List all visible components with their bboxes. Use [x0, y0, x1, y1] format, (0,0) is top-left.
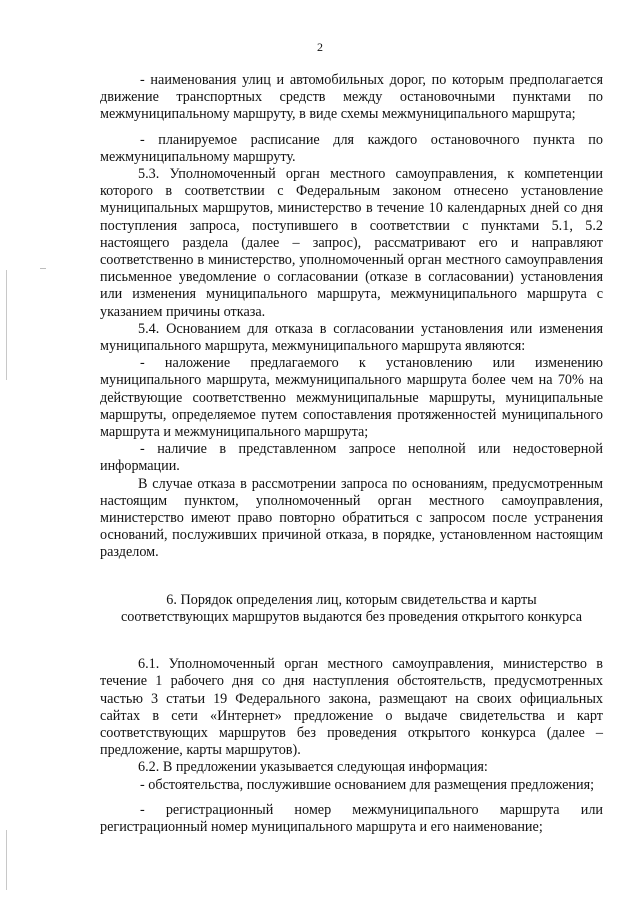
paragraph-refusal-case: В случае отказа в рассмотрении запроса по основаниям, предусмотренным настоящим пунктом, уполномоченный орган местного самоуправления, министерство имеют право повторно обратиться с запросом после устранения оснований, послуживших причиной отказа, в порядке, установленном настоящим разделом. [100, 475, 603, 561]
scan-edge-mark [6, 270, 7, 380]
scan-speck [40, 268, 46, 269]
paragraph-6-2: 6.2. В предложении указывается следующая информация: [138, 759, 488, 776]
paragraph-circumstances: - обстоятельства, послужившие основанием для размещения предложения; [140, 776, 595, 793]
scan-edge-mark [6, 830, 7, 890]
paragraph-5-3: 5.3. Уполномоченный орган местного самоуправления, к компетенции которого в соответствии с Федеральным законом отнесено установление муниципальных маршрутов, министерство в течение 10 календарных дней со дня поступления запроса, поступившего в соответствии с пунктами 5.1, 5.2 настоящего раздела (далее – запрос), рассматривают его и направляют соответственно в министерство, уполномоченный орган местного самоуправления письменное уведомление о согласовании (отказе в согласовании) установления или изменения муниципального маршрута, межмуниципального маршрута с указанием причины отказа. [100, 166, 603, 320]
section-heading-6: 6. Порядок определения лиц, которым свидетельства и карты соответствующих маршрутов выдаются без проведения открытого конкурса [120, 591, 583, 625]
paragraph-registration-number: - регистрационный номер межмуниципального маршрута или регистрационный номер муниципального маршрута и его наименование; [100, 801, 603, 835]
page-number: 2 [317, 40, 323, 54]
paragraph-schedule: - планируемое расписание для каждого остановочного пункта по межмуниципальному маршруту. [100, 131, 603, 165]
paragraph-5-4: 5.4. Основанием для отказа в согласовании установления или изменения муниципального маршрута, межмуниципального маршрута являются: [100, 320, 603, 355]
paragraph-street-names: - наименования улиц и автомобильных дорог, по которым предполагается движение транспортных средств между остановочными пунктами по межмуниципальному маршруту, в виде схемы межмуниципального маршрута; [100, 72, 603, 123]
paragraph-overlap: - наложение предлагаемого к установлению или изменению муниципального маршрута, межмуниципального маршрута более чем на 70% на действующие соответственно межмуниципальные маршруты, муниципальные маршруты, определяемое путем сопоставления протяженностей муниципального маршрута и межмуниципального маршрута; [100, 355, 603, 441]
document-body [100, 72, 603, 836]
paragraph-6-1: 6.1. Уполномоченный орган местного самоуправления, министерство в течение 1 рабочего дня со дня наступления обстоятельств, предусмотренных частью 3 статьи 19 Федерального закона, размещают на своих официальных сайтах в сети «Интернет» предложение о выдаче свидетельства и карт соответствующих маршрутов без проведения открытого конкурса (далее – предложение, карты маршрутов). [100, 656, 603, 759]
paragraph-incomplete-info: - наличие в представленном запросе неполной или недостоверной информации. [100, 441, 603, 475]
